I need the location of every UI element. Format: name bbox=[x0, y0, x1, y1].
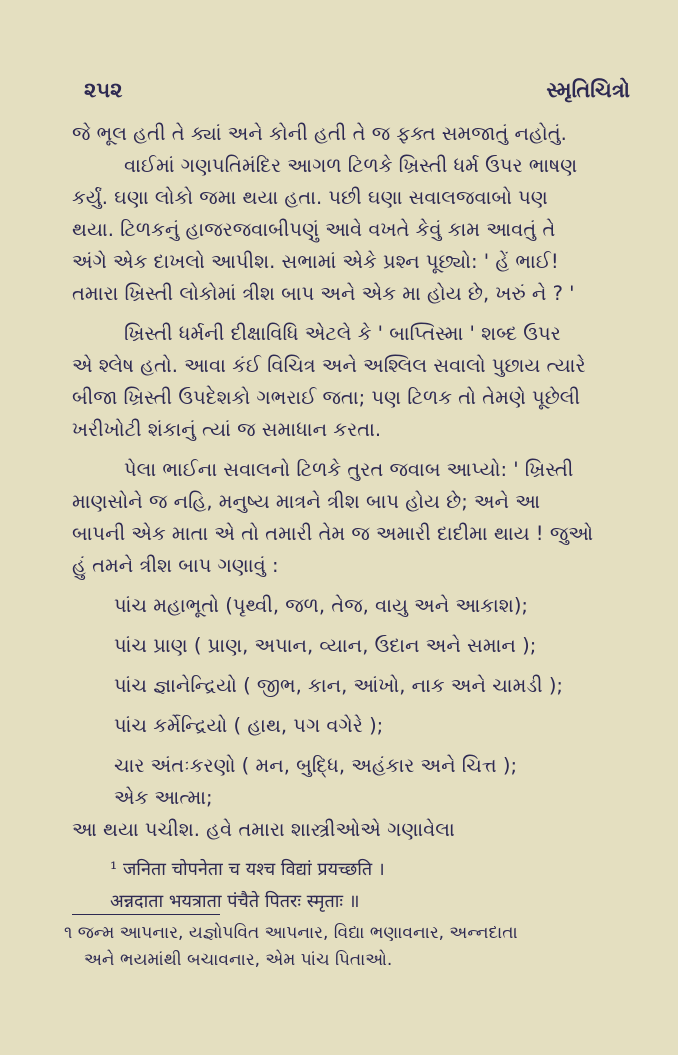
text-line: ખરીખોટી શંકાનું ત્યાં જ સમાધાન કરતા. bbox=[72, 418, 382, 441]
text-line: એ શ્લેષ હતો. આવા કંઈ વિચિત્ર અને અશ્લિલ સવાલો પુછાય ત્યારે bbox=[72, 354, 586, 377]
text-line: બાપની એક માતા એ તો તમારી તેમ જ અમારી દાદીમા થાય ! જુઓ bbox=[72, 522, 594, 545]
text-line: ખ્રિસ્તી ધર્મની દીક્ષાવિધિ એટલે કે ' બાપ્તિસ્મા ' શબ્દ ઉપર bbox=[124, 322, 561, 345]
running-title: સ્મૃતિચિત્રો bbox=[546, 78, 630, 102]
sanskrit-verse-line: ¹ जनिता चोपनेता च यश्च विद्यां प्रयच्छति । bbox=[110, 859, 385, 880]
closing-line: આ થયા પચીશ. હવે તમારા શાસ્ત્રીઓએ ગણાવેલા bbox=[72, 818, 455, 841]
text-line: વાઈમાં ગણપતિમંદિર આગળ ટિળકે ખ્રિસ્તી ધર્મ ઉપર ભાષણ bbox=[124, 154, 578, 177]
text-line: થયા. ટિળકનું હાજરજવાબીપણું આવે વખતે કેવું કામ આવતું તે bbox=[72, 218, 556, 241]
text-line: પેલા ભાઈના સવાલનો ટિળકે તુરત જવાબ આપ્યો: ' ખ્રિસ્તી bbox=[124, 458, 574, 481]
footnote-line: ૧ જન્મ આપનાર, યજ્ઞોપવિત આપનાર, વિદ્યા ભણાવનાર, અન્નદાતા bbox=[64, 923, 518, 943]
sanskrit-verse-line: अन्नदाता भयत्राता पंचैते पितरः स्मृताः ॥ bbox=[110, 891, 360, 912]
list-item: પાંચ પ્રાણ ( પ્રાણ, અપાન, વ્યાન, ઉદાન અને સમાન ); bbox=[114, 634, 537, 657]
footnote-divider bbox=[72, 914, 220, 915]
text-line: જે ભૂલ હતી તે ક્યાં અને કોની હતી તે જ ફક્ત સમજાતું નહોતું. bbox=[72, 122, 567, 145]
footnote-line: અને ભયમાંથી બચાવનાર, એમ પાંચ પિતાઓ. bbox=[84, 950, 393, 970]
text-line: તમારા ખ્રિસ્તી લોકોમાં ત્રીશ બાપ અને એક મા હોય છે, ખરું ને ? ' bbox=[72, 282, 575, 305]
text-line: માણસોને જ નહિ, મનુષ્ય માત્રને ત્રીશ બાપ હોય છે; અને આ bbox=[72, 490, 541, 513]
page-body bbox=[72, 118, 632, 918]
list-item: પાંચ કર્મેન્દ્રિયો ( હાથ, પગ વગેરે ); bbox=[114, 714, 384, 737]
text-line: બીજા ખ્રિસ્તી ઉપદેશકો ગભરાઈ જતા; પણ ટિળક તો તેમણે પૂછેલી bbox=[72, 386, 581, 409]
list-item: પાંચ જ્ઞાનેન્દ્રિયો ( જીભ, કાન, આંખો, નાક અને ચામડી ); bbox=[114, 674, 564, 697]
list-item: પાંચ મહાભૂતો (પૃથ્વી, જળ, તેજ, વાયુ અને આકાશ); bbox=[114, 594, 529, 617]
list-item: ચાર અંતઃકરણો ( મન, બુદ્ધિ, અહંકાર અને ચિત્ત ); bbox=[114, 754, 518, 777]
text-line: કર્યું. ઘણા લોકો જમા થયા હતા. પછી ઘણા સવાલજવાબો પણ bbox=[72, 186, 548, 209]
footnote bbox=[64, 920, 636, 974]
text-line: હું તમને ત્રીશ બાપ ગણાવું : bbox=[72, 554, 279, 577]
list-item: એક આત્મા; bbox=[114, 786, 213, 809]
text-line: અંગે એક દાખલો આપીશ. સભામાં એકે પ્રશ્ન પૂછ્યો: ' હેં ભાઈ! bbox=[72, 250, 559, 273]
page-number: ૨૫૨ bbox=[84, 78, 123, 102]
